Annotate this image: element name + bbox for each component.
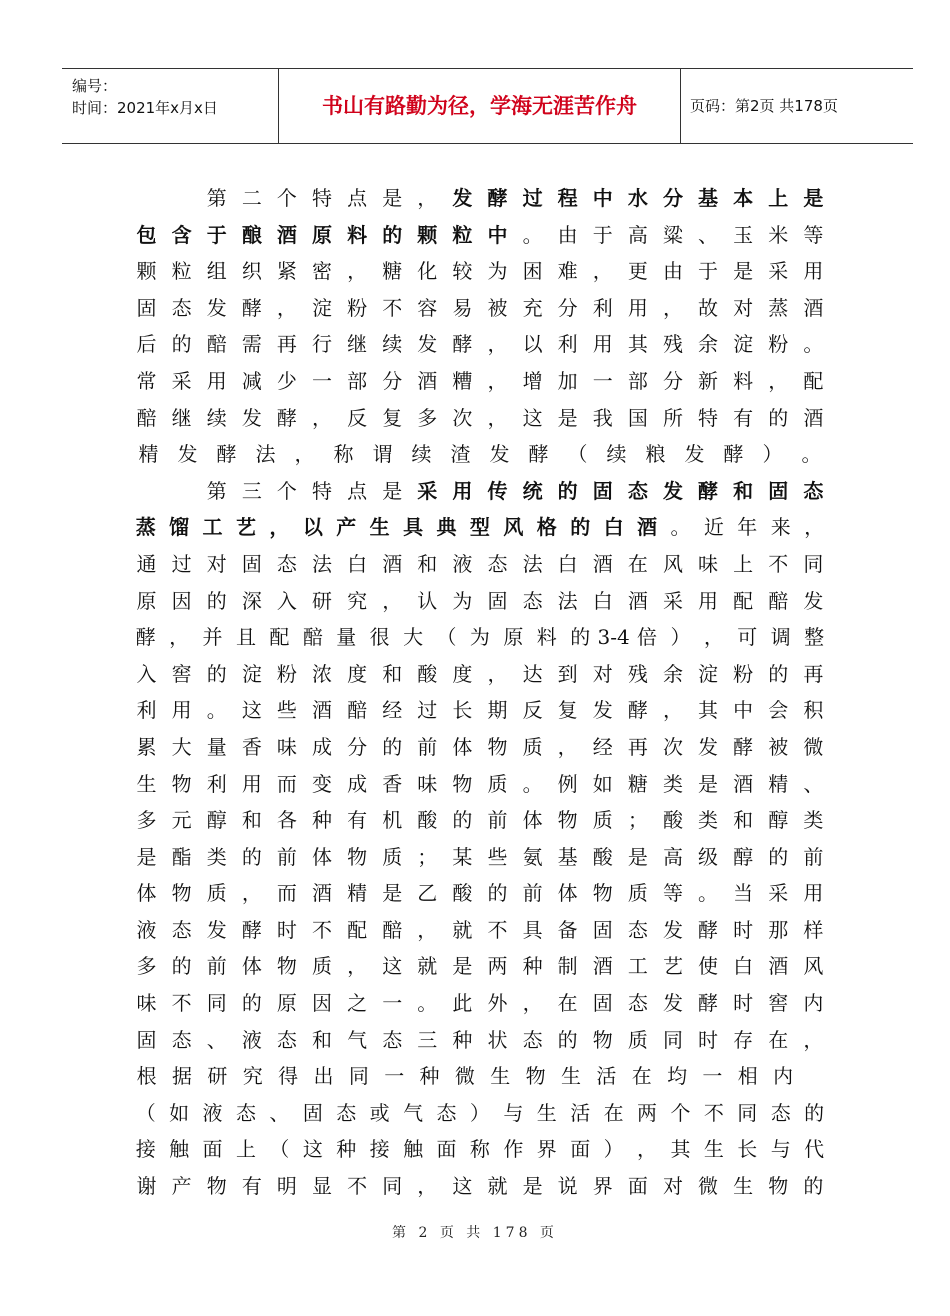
text-segment: 固 态 发 酵 ， 淀 粉 不 容 易 被 充 分 利 用 ， 故 对 蒸 酒 — [136, 295, 824, 320]
header-divider — [680, 69, 681, 143]
emphasized-text: 包 含 于 酿 酒 原 料 的 颗 粒 中 — [136, 222, 508, 247]
number-label: 编号： — [72, 77, 118, 95]
text-line — [129, 912, 831, 949]
text-segment: 酵 ， 并 且 配 醅 量 很 大 （ 为 原 料 的 — [135, 625, 591, 650]
header-motto: 书山有路勤为径，学海无涯苦作舟 — [322, 94, 637, 118]
text-segment: 味 不 同 的 原 因 之 一 。 此 外 ， 在 固 态 发 酵 时 窖 内 — [136, 991, 824, 1016]
text-line — [129, 546, 831, 583]
page-header — [62, 68, 913, 144]
text-line — [129, 619, 831, 656]
emphasized-text: 采 用 传 统 的 固 态 发 酵 和 固 态 — [417, 478, 824, 503]
text-line — [129, 948, 831, 985]
text-line — [129, 180, 831, 217]
text-line — [129, 217, 831, 254]
emphasized-text: 蒸 馏 工 艺 ， 以 产 生 具 典 型 风 格 的 白 酒 — [135, 515, 658, 540]
text-segment: 多 的 前 体 物 质 ， 这 就 是 两 种 制 酒 工 艺 使 白 酒 风 — [136, 954, 824, 979]
text-segment: （ 如 液 态 、 固 态 或 气 态 ） 与 生 活 在 两 个 不 同 态 的 — [135, 1100, 825, 1125]
text-segment: 3-4 — [597, 625, 630, 650]
text-segment: 醅 继 续 发 酵 ， 反 复 多 次 ， 这 是 我 国 所 特 有 的 酒 — [136, 405, 824, 430]
header-page-info: 页码：第2页 共178页 — [690, 97, 838, 115]
text-line — [129, 985, 831, 1022]
text-segment: 后 的 醅 需 再 行 继 续 发 酵 ， 以 利 用 其 残 余 淀 粉 。 — [136, 332, 824, 357]
text-line — [129, 875, 831, 912]
page-footer: 第 2 页 共 178 页 — [392, 1225, 558, 1241]
text-segment: 多 元 醇 和 各 种 有 机 酸 的 前 体 物 质 ； 酸 类 和 醇 类 — [136, 808, 824, 833]
text-line — [129, 473, 831, 510]
text-segment: 是 酯 类 的 前 体 物 质 ； 某 些 氨 基 酸 是 高 级 醇 的 前 — [136, 844, 824, 869]
text-line — [129, 400, 831, 437]
text-segment: 入 窖 的 淀 粉 浓 度 和 酸 度 ， 达 到 对 残 余 淀 粉 的 再 — [136, 661, 824, 686]
text-line — [129, 509, 831, 546]
text-segment: 通 过 对 固 态 法 白 酒 和 液 态 法 白 酒 在 风 味 上 不 同 — [136, 551, 824, 576]
text-segment: 。 近 年 来 ， — [670, 515, 825, 540]
text-segment: 利 用 。 这 些 酒 醅 经 过 长 期 反 复 发 酵 ， 其 中 会 积 — [136, 698, 824, 723]
text-line — [129, 1168, 831, 1205]
text-line — [129, 692, 831, 729]
header-meta — [72, 75, 282, 119]
text-segment: 液 态 发 酵 时 不 配 醅 ， 就 不 具 备 固 态 发 酵 时 那 样 — [136, 917, 824, 942]
emphasized-text: 发 酵 过 程 中 水 分 基 本 上 是 — [452, 186, 824, 210]
text-line — [129, 290, 831, 327]
text-line — [129, 1022, 831, 1059]
text-segment: 倍 ） ， 可 调 整 — [637, 625, 825, 650]
text-segment: 体 物 质 ， 而 酒 精 是 乙 酸 的 前 体 物 质 等 。 当 采 用 — [136, 881, 824, 906]
text-segment: 累 大 量 香 味 成 分 的 前 体 物 质 ， 经 再 次 发 酵 被 微 — [136, 734, 824, 759]
text-line — [129, 1131, 831, 1168]
time-label: 时间：2021年x月x日 — [72, 99, 218, 117]
text-line — [129, 1058, 831, 1095]
text-line — [129, 839, 831, 876]
text-segment: 根 据 研 究 得 出 同 一 种 微 生 物 生 活 在 均 一 相 内 — [136, 1064, 794, 1089]
text-segment: 原 因 的 深 入 研 究 ， 认 为 固 态 法 白 酒 采 用 配 醅 发 — [136, 588, 824, 613]
text-segment: 第 二 个 特 点 是 ， — [206, 186, 438, 210]
text-segment: 第 三 个 特 点 是 — [206, 478, 403, 503]
text-segment: 。 由 于 高 粱 、 玉 米 等 — [522, 222, 824, 247]
text-line — [129, 802, 831, 839]
text-line — [129, 253, 831, 290]
text-segment: 颗 粒 组 织 紧 密 ， 糖 化 较 为 困 难 ， 更 由 于 是 采 用 — [136, 259, 824, 284]
text-line — [129, 583, 831, 620]
text-line — [129, 656, 831, 693]
text-segment: 接 触 面 上 （ 这 种 接 触 面 称 作 界 面 ） ， 其 生 长 与 代 — [135, 1137, 825, 1162]
text-line — [129, 729, 831, 766]
text-segment: 精 发 酵 法 ， 称 谓 续 渣 发 酵 （ 续 粮 发 酵 ） 。 — [138, 442, 822, 467]
text-segment: 生 物 利 用 而 变 成 香 味 物 质 。 例 如 糖 类 是 酒 精 、 — [136, 771, 824, 796]
text-segment: 谢 产 物 有 明 显 不 同 ， 这 就 是 说 界 面 对 微 生 物 的 — [136, 1174, 824, 1199]
text-segment: 固 态 、 液 态 和 气 态 三 种 状 态 的 物 质 同 时 存 在 ， — [136, 1027, 824, 1052]
body-text — [129, 180, 831, 1205]
text-segment: 常 采 用 减 少 一 部 分 酒 糟 ， 增 加 一 部 分 新 料 ， 配 — [136, 368, 824, 393]
text-line — [129, 326, 831, 363]
text-line — [129, 436, 831, 473]
text-line — [129, 766, 831, 803]
text-line — [129, 1095, 831, 1132]
text-line — [129, 363, 831, 400]
